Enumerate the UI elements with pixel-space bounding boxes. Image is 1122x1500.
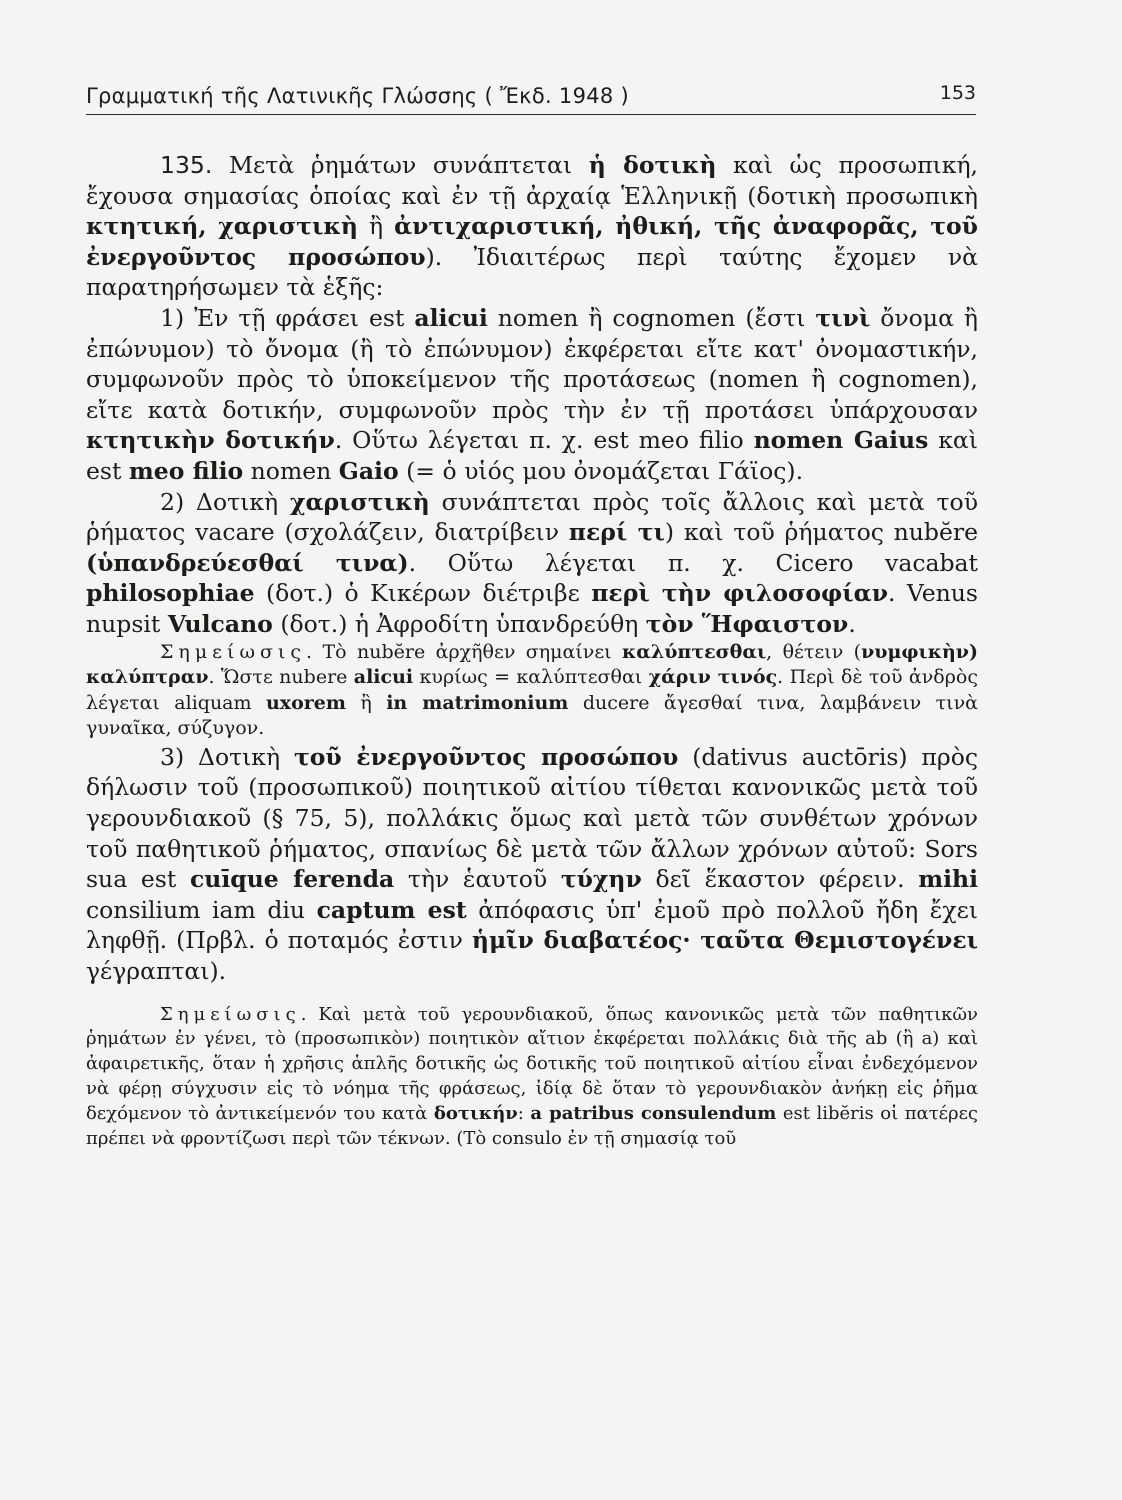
- note-1: Σημείωσις. Τὸ nubĕre ἀρχῆθεν σημαίνει καλύπτεσθαι, θέτειν (νυμφικὴν) καλύπτραν. Ὥστε nubere alicui κυρίως = καλύπτεσθαι χάριν τινός. Περὶ δὲ τοῦ ἀνδρὸς λέγεται aliquam uxorem ἢ in matrimonium ducere ἄγεσθαί τινα, λαμβάνειν τινὰ γυναῖκα, σύζυγον.: [86, 640, 978, 740]
- running-header: [86, 80, 976, 115]
- paragraph-rule-3: 3) Δοτικὴ τοῦ ἐνεργοῦντος προσώπου (dativus auctōris) πρὸς δήλωσιν τοῦ (προσωπικοῦ) ποιητικοῦ αἰτίου τίθεται κανονικῶς μετὰ τοῦ γερουνδιακοῦ (§ 75, 5), πολλάκις ὅμως καὶ μετὰ τῶν συνθέτων χρόνων τοῦ παθητικοῦ ῥήματος, σπανίως δὲ μετὰ τῶν ἄλλων χρόνων αὐτοῦ: Sors sua est cuīque ferenda τὴν ἑαυτοῦ τύχην δεῖ ἕκαστον φέρειν. mihi consilium iam diu captum est ἀπόφασις ὑπ' ἐμοῦ πρὸ πολλοῦ ἤδη ἔχει ληφθῇ. (Πρβλ. ὁ ποταμός ἐστιν ἡμῖν διαβατέος· ταῦτα Θεμιστογένει γέγραπται).: [86, 742, 979, 986]
- paragraph-135-intro: 135. Μετὰ ῥημάτων συνάπτεται ἡ δοτικὴ καὶ ὡς προσωπική, ἔχουσα σημασίας ὁποίας καὶ ἐν τῇ ἀρχαίᾳ Ἑλληνικῇ (δοτικὴ προσωπικὴ κτητική, χαριστικὴ ἢ ἀντιχαριστική, ἠθική, τῆς ἀναφορᾶς, τοῦ ἐνεργοῦντος προσώπου). Ἰδιαιτέρως περὶ ταύτης ἔχομεν νὰ παρατηρήσωμεν τὰ ἑξῆς:: [86, 151, 978, 302]
- page-number: 153: [939, 82, 976, 104]
- section-number: 135.: [160, 151, 213, 179]
- header-title: Γραμματική τῆς Λατινικῆς Γλώσσης ( Ἔκδ. 1948 ): [86, 84, 630, 108]
- note-2: Σημείωσις. Καὶ μετὰ τοῦ γερουνδιακοῦ, ὅπως κανονικῶς μετὰ τῶν παθητικῶν ῥημάτων ἐν γένει, τὸ (προσωπικὸν) ποιητικὸν αἴτιον ἐκφέρεται πολλάκις διὰ τῆς ab (ἢ a) καὶ ἀφαιρετικῆς, ὅταν ἡ χρῆσις ἁπλῆς δοτικῆς ὡς δοτικῆς τοῦ ποιητικοῦ αἰτίου εἶναι ἐνδεχόμενον νὰ φέρῃ σύγχυσιν εἰς τὸ νόημα τῆς φράσεως, ἰδίᾳ δὲ ὅταν τὸ γερουνδιακὸν ἀνήκῃ εἰς ῥῆμα δεχόμενον τὸ ἀντικείμενόν του κατὰ δοτικήν: a patribus consulendum est libĕris οἱ πατέρες πρέπει νὰ φροντίζωσι περὶ τῶν τέκνων. (Τὸ consulo ἐν τῇ σημασίᾳ τοῦ: [86, 1003, 978, 1149]
- page-body: [86, 150, 978, 1151]
- paragraph-rule-1: 1) Ἐν τῇ φράσει est alicui nomen ἢ cognomen (ἔστι τινὶ ὄνομα ἢ ἐπώνυμον) τὸ ὄνομα (ἢ τὸ ἐπώνυμον) ἐκφέρεται εἴτε κατ' ὀνομαστικήν, συμφωνοῦν πρὸς τὸ ὑποκείμενον τῆς προτάσεως (nomen ἢ cognomen), εἴτε κατὰ δοτικήν, συμφωνοῦν πρὸς τὴν ἐν τῇ προτάσει ὑπάρχουσαν κτητικὴν δοτικήν. Οὕτω λέγεται π. χ. est meo filio nomen Gaius καὶ est meo filio nomen Gaio (= ὁ υἱός μου ὀνομάζεται Γάϊος).: [86, 303, 979, 485]
- paragraph-rule-2: 2) Δοτικὴ χαριστικὴ συνάπτεται πρὸς τοῖς ἄλλοις καὶ μετὰ τοῦ ῥήματος vacare (σχολάζειν, διατρίβειν περί τι) καὶ τοῦ ῥήματος nubĕre (ὑπανδρεύεσθαί τινα). Οὕτω λέγεται π. χ. Cicero vacabat philosophiae (δοτ.) ὁ Κικέρων διέτριβε περὶ τὴν φιλοσοφίαν. Venus nupsit Vulcano (δοτ.) ἡ Ἀφροδίτη ὑπανδρεύθη τὸν Ἥφαιστον.: [86, 487, 978, 638]
